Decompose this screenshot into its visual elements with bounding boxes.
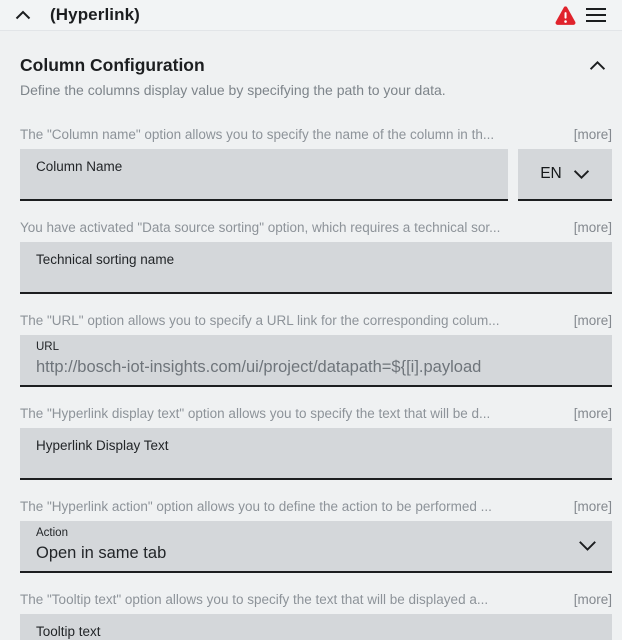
input-label: Tooltip text: [36, 624, 101, 639]
warning-triangle-icon: [555, 5, 577, 26]
field-hyperlink-action: [20, 498, 612, 573]
more-link[interactable]: [more]: [573, 127, 612, 142]
column-configuration-section: [0, 55, 622, 640]
tooltip-text-input[interactable]: [20, 614, 612, 640]
more-link[interactable]: [more]: [573, 499, 612, 514]
field-description: The "Column name" option allows you to specify the name of the column in th...: [20, 127, 495, 142]
more-link[interactable]: [more]: [573, 313, 612, 328]
technical-sorting-name-input[interactable]: [20, 242, 612, 294]
more-link[interactable]: [more]: [573, 406, 612, 421]
field-description: The "Tooltip text" option allows you to specify the text that will be displayed a...: [20, 592, 489, 607]
field-description: The "URL" option allows you to specify a URL link for the corresponding colum...: [20, 313, 500, 328]
field-description-row: [20, 498, 612, 516]
chevron-down-icon: [573, 169, 590, 180]
widget-header: [0, 0, 622, 31]
chevron-down-icon: [578, 540, 597, 552]
field-description: The "Hyperlink display text" option allows you to specify the text that will be d...: [20, 406, 491, 421]
field-tooltip-text: [20, 591, 612, 640]
input-label: Column Name: [36, 159, 123, 174]
input-label: URL: [36, 341, 60, 353]
widget-title: (Hyperlink): [50, 5, 140, 24]
section-collapse-button[interactable]: [589, 60, 612, 71]
section-title: Column Configuration: [20, 55, 205, 75]
more-link[interactable]: [more]: [573, 592, 612, 607]
field-description-row: [20, 405, 612, 423]
url-input[interactable]: [20, 335, 612, 387]
field-description-row: [20, 219, 612, 237]
language-value: EN: [540, 165, 562, 182]
widget-collapse-button[interactable]: [15, 10, 31, 20]
input-label: Technical sorting name: [36, 252, 175, 267]
select-label: Action: [36, 527, 68, 539]
field-description-row: [20, 591, 612, 609]
field-description-row: [20, 126, 612, 144]
chevron-up-icon: [589, 60, 606, 71]
column-name-input[interactable]: [20, 149, 508, 201]
input-label: Hyperlink Display Text: [36, 438, 169, 453]
chevron-up-icon: [15, 10, 31, 20]
select-value: Open in same tab: [36, 544, 167, 562]
menu-icon[interactable]: [586, 5, 606, 25]
field-hyperlink-display-text: [20, 405, 612, 480]
input-value: http://bosch-iot-insights.com/ui/project/datapath=${[i].payload: [36, 358, 482, 376]
field-description: You have activated "Data source sorting" option, which requires a technical sor...: [20, 220, 501, 235]
more-link[interactable]: [more]: [573, 220, 612, 235]
section-subtitle: Define the columns display value by specifying the path to your data.: [20, 82, 446, 98]
field-description: The "Hyperlink action" option allows you to define the action to be performed ...: [20, 499, 492, 514]
field-description-row: [20, 312, 612, 330]
action-select[interactable]: [20, 521, 612, 573]
section-header: [20, 55, 612, 76]
hyperlink-display-text-input[interactable]: [20, 428, 612, 480]
field-column-name: [20, 126, 612, 201]
field-technical-sorting-name: [20, 219, 612, 294]
field-url: [20, 312, 612, 387]
language-select[interactable]: [518, 149, 612, 201]
